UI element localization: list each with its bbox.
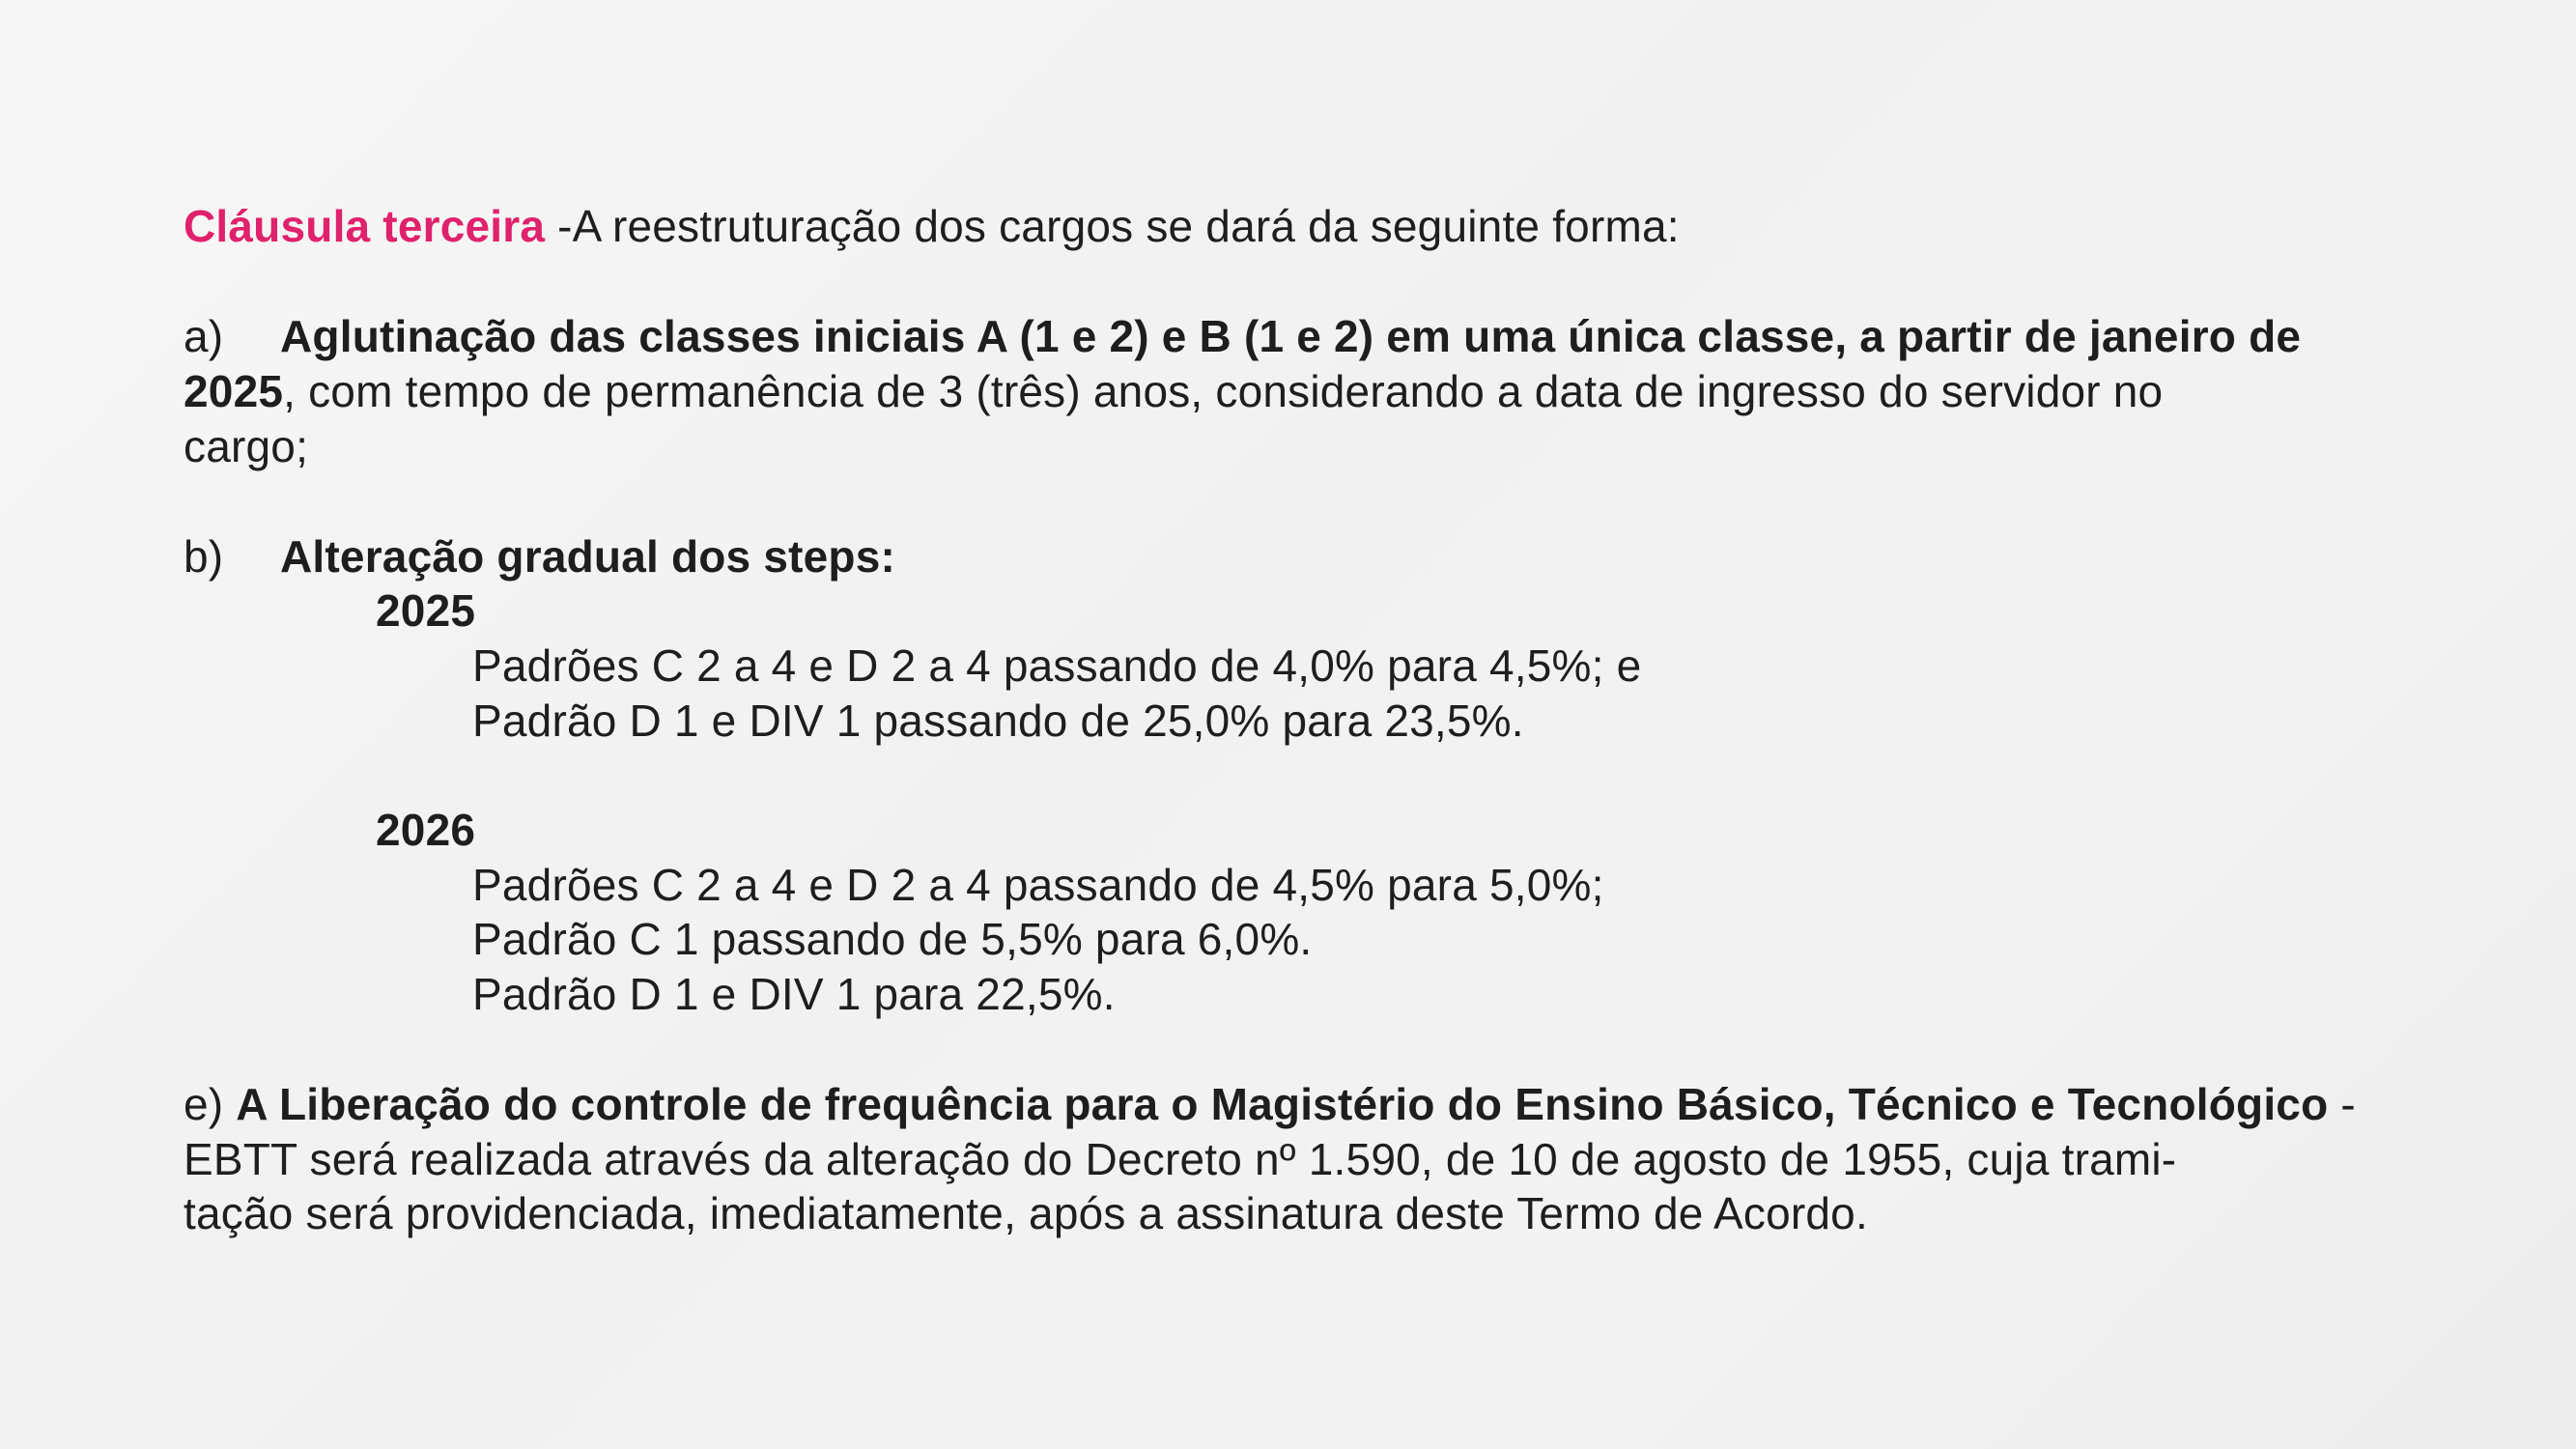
item-b-line-1 [184, 529, 895, 584]
clause-heading [184, 199, 1680, 254]
year-2026-line-2: Padrão C 1 passando de 5,5% para 6,0%. [472, 914, 1313, 964]
year-2025-line-1: Padrões C 2 a 4 e D 2 a 4 passando de 4,0% para 4,5%; e [472, 640, 1642, 691]
item-e-line-3: tação será providenciada, imediatamente, após a assinatura deste Termo de Acordo. [184, 1188, 1868, 1238]
year-2026-line-1: Padrões C 2 a 4 e D 2 a 4 passando de 4,5% para 5,0%; [472, 860, 1604, 910]
item-e-line-2: EBTT será realizada através da alteração do Decreto nº 1.590, de 10 de agosto de 1955, cuja trami- [184, 1134, 2177, 1184]
item-e-marker: e) [184, 1079, 224, 1129]
item-a-bold-text: Aglutinação das classes iniciais A (1 e 2) e B (1 e 2) em uma única classe, a partir de janeiro de [280, 311, 2302, 361]
item-a-line-3 [184, 419, 308, 474]
year-2025-line-2: Padrão D 1 e DIV 1 passando de 25,0% para 23,5%. [472, 696, 1524, 746]
item-a-year: 2025 [184, 366, 284, 416]
clause-title: Cláusula terceira [184, 201, 546, 251]
item-a-line-2 [184, 364, 2163, 419]
item-b-marker: b) [184, 531, 224, 582]
item-a-marker: a) [184, 311, 224, 361]
item-e-line-1 [184, 1077, 2356, 1132]
item-a-text: , com tempo de permanência de 3 (três) anos, considerando a data de ingresso do servidor no [283, 366, 2164, 416]
clause-intro: -A reestruturação dos cargos se dará da seguinte forma: [557, 201, 1680, 251]
year-2025-label: 2025 [376, 585, 476, 636]
year-2026-line-3: Padrão D 1 e DIV 1 para 22,5%. [472, 969, 1116, 1019]
year-2026-label: 2026 [376, 805, 476, 855]
item-b-title: Alteração gradual dos steps: [280, 531, 895, 582]
item-a-line-1 [184, 309, 2301, 364]
item-e-dash: - [2328, 1079, 2356, 1129]
item-e-bold-text: A Liberação do controle de frequência para o Magistério do Ensino Básico, Técnico e Tecnológico [236, 1079, 2329, 1129]
item-a-text-end: cargo; [184, 421, 309, 471]
